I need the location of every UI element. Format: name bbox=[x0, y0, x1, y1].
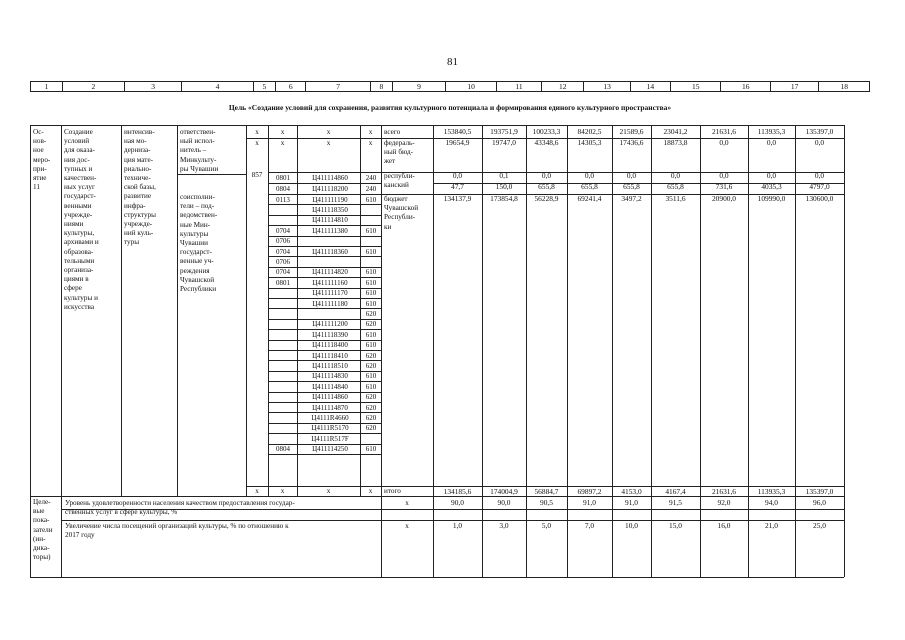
grid-line bbox=[297, 125, 298, 496]
budget-code-row: 610 bbox=[365, 226, 377, 235]
x-mark: х bbox=[280, 487, 285, 495]
budget-code-row: 0804 bbox=[276, 445, 290, 454]
funding-value: 56228,9 bbox=[534, 194, 559, 203]
funding-value: 655,8 bbox=[581, 182, 598, 191]
budget-code-row: 0706 bbox=[276, 237, 290, 246]
indicator-name: Увеличение числа посещений организаций культуры, % по отношению к 2017 году bbox=[65, 522, 289, 540]
funding-value: 20900,0 bbox=[711, 194, 737, 203]
grid-line bbox=[748, 496, 749, 577]
header-col-7: 7 bbox=[306, 82, 371, 92]
budget-code-row: Ц411118510 bbox=[312, 361, 348, 370]
header-col-11: 11 bbox=[496, 82, 541, 92]
x-mark: х bbox=[255, 139, 259, 147]
header-col-15: 15 bbox=[670, 82, 721, 92]
total-value: 4153,0 bbox=[621, 487, 642, 496]
indicator-value: 90,0 bbox=[451, 498, 464, 507]
budget-code-row: Ц411114250 bbox=[312, 445, 348, 454]
header-col-10: 10 bbox=[446, 82, 497, 92]
grid-line bbox=[381, 172, 844, 173]
grid-line bbox=[700, 496, 701, 577]
grid-line bbox=[30, 577, 844, 578]
budget-code-row: 610 bbox=[365, 268, 377, 277]
header-col-5: 5 bbox=[253, 82, 276, 92]
grid-line bbox=[844, 125, 845, 496]
grid-line bbox=[482, 125, 483, 496]
budget-code-row: Ц411118200 bbox=[312, 184, 348, 193]
budget-code-row: Ц411114840 bbox=[312, 382, 348, 391]
funding-source: республи- канский bbox=[384, 172, 415, 190]
page-number: 81 bbox=[447, 56, 458, 68]
total-value: 69897,2 bbox=[577, 487, 602, 496]
budget-code-row: Ц411114860 bbox=[312, 173, 348, 182]
x-mark: х bbox=[280, 139, 285, 147]
funding-value: 19747,0 bbox=[491, 138, 517, 147]
funding-value: 193751,9 bbox=[490, 127, 518, 136]
funding-value: 0,0 bbox=[541, 171, 552, 180]
indicator-value: 96,0 bbox=[813, 498, 826, 507]
funding-value: 21589,6 bbox=[619, 127, 644, 136]
budget-code-row: Ц411114810 bbox=[312, 216, 348, 225]
funding-value: 43348,6 bbox=[534, 138, 559, 147]
responsible-executor: ответствен- ный испол- нитель – Минкульту- ры Чувашии bbox=[180, 128, 219, 173]
budget-code-row: 610 bbox=[365, 341, 377, 350]
funding-value: 18873,8 bbox=[663, 138, 688, 147]
grid-line bbox=[651, 496, 652, 577]
budget-code-row: Ц411111160 bbox=[312, 278, 348, 287]
funding-value: 0,0 bbox=[766, 171, 777, 180]
funding-value: 153840,5 bbox=[443, 127, 472, 136]
measure-task: интенсив- ная мо- дерниза- ция мате- риально- техниче- ской базы, развитие инфра- структуры учрежде- ний куль- туры bbox=[124, 128, 156, 247]
header-col-6: 6 bbox=[276, 82, 306, 92]
funding-value: 0,0 bbox=[766, 138, 777, 147]
budget-code-row: 610 bbox=[365, 382, 377, 391]
budget-code-row: Ц411118390 bbox=[312, 330, 348, 339]
total-value: 134185,6 bbox=[443, 487, 472, 496]
x-mark: х bbox=[255, 128, 259, 136]
header-col-8: 8 bbox=[371, 82, 393, 92]
total-value: 135397,0 bbox=[805, 487, 834, 496]
indicator-value: 7,0 bbox=[584, 521, 595, 530]
indicator-value: 90,5 bbox=[540, 498, 553, 507]
budget-code-row: Ц411118400 bbox=[312, 341, 348, 350]
indicator-value: 90,0 bbox=[497, 498, 511, 507]
header-col-9: 9 bbox=[392, 82, 446, 92]
grid-line bbox=[381, 496, 382, 577]
header-col-13: 13 bbox=[584, 82, 630, 92]
indicator-value: 92,0 bbox=[717, 498, 731, 507]
funding-value: 3497,2 bbox=[621, 194, 642, 203]
budget-code-row: 0706 bbox=[276, 257, 290, 266]
indicator-value: 5,0 bbox=[541, 521, 552, 530]
budget-code-row: 0804 bbox=[276, 184, 290, 193]
funding-value: 23041,2 bbox=[663, 127, 688, 136]
budget-code-row: 620 bbox=[365, 393, 377, 402]
column-number-header bbox=[30, 81, 870, 92]
indicator-value: 91,0 bbox=[625, 498, 638, 507]
indicator-value: 3,0 bbox=[499, 521, 509, 530]
budget-code-row: 620 bbox=[365, 424, 377, 433]
total-value: 56884,7 bbox=[534, 487, 559, 496]
grid-line bbox=[567, 125, 568, 496]
funding-value: 14305,3 bbox=[577, 138, 602, 147]
co-executors: соисполни- тели – под- ведомствен- ные Мин- культуры Чувашии государст- венные уч- реждения Чувашской Республики bbox=[180, 193, 218, 294]
indicator-value: 15,0 bbox=[669, 521, 682, 530]
indicator-value: 1,0 bbox=[452, 521, 463, 530]
grid-line bbox=[651, 125, 652, 496]
funding-source: бюджет Чувашской Республи- ки bbox=[384, 195, 419, 231]
header-col-16: 16 bbox=[721, 82, 770, 92]
x-mark: х bbox=[368, 487, 373, 495]
budget-code-row: 0704 bbox=[276, 226, 290, 235]
x-mark: х bbox=[326, 139, 331, 147]
budget-code-row: Ц411118350 bbox=[312, 205, 348, 214]
header-col-14: 14 bbox=[630, 82, 670, 92]
budget-code-row: 240 bbox=[365, 184, 377, 193]
funding-value: 135397,0 bbox=[805, 127, 834, 136]
funding-value: 0,0 bbox=[719, 171, 729, 180]
grid-line bbox=[433, 183, 844, 184]
grid-line bbox=[268, 125, 269, 496]
budget-code-row: Ц411114870 bbox=[312, 403, 348, 412]
header-col-18: 18 bbox=[819, 82, 870, 92]
funding-value: 84202,5 bbox=[577, 127, 602, 136]
budget-code-row: 610 bbox=[365, 330, 377, 339]
funding-value: 655,8 bbox=[667, 182, 684, 191]
grid-line bbox=[795, 125, 796, 496]
measure-name: Создание условий для оказа- ния дос- тупных и качествен- ных услуг государст- венными учрежде- ниями культуры, архивами и образова- тельными организа- циями в сфере культуры и искусства bbox=[64, 128, 99, 311]
total-value: 174004,9 bbox=[490, 487, 518, 496]
budget-code-row: Ц411114820 bbox=[312, 268, 348, 277]
grid-line bbox=[433, 125, 434, 496]
measure-grbs: 857 bbox=[251, 171, 263, 179]
funding-value: 0,0 bbox=[452, 171, 463, 180]
budget-code-row: 620 bbox=[365, 309, 377, 318]
funding-value: 0,0 bbox=[670, 171, 681, 180]
grid-line bbox=[381, 194, 844, 195]
header-col-1: 1 bbox=[31, 82, 63, 92]
x-mark: х bbox=[405, 499, 409, 507]
funding-value: 130600,0 bbox=[805, 194, 834, 203]
indicator-name: Уровень удовлетворенности населения качеством предоставления государ- ственных услуг в сфере культуры, % bbox=[65, 499, 295, 517]
total-value: 4167,4 bbox=[665, 487, 686, 496]
indicator-value: 21,0 bbox=[765, 521, 778, 530]
funding-value: 4035,3 bbox=[761, 182, 782, 191]
funding-source: всего bbox=[384, 128, 401, 136]
grid-line bbox=[612, 496, 613, 577]
grid-line bbox=[30, 496, 31, 577]
indicator-value: 16,0 bbox=[717, 521, 731, 530]
x-mark: х bbox=[280, 128, 285, 136]
header-col-3: 3 bbox=[124, 82, 182, 92]
funding-value: 3511,6 bbox=[665, 194, 686, 203]
funding-value: 0,0 bbox=[584, 171, 595, 180]
grid-line bbox=[30, 125, 844, 126]
grid-line bbox=[177, 174, 246, 175]
header-col-12: 12 bbox=[542, 82, 584, 92]
budget-code-row: Ц411111180 bbox=[312, 299, 348, 308]
grid-line bbox=[700, 125, 701, 496]
funding-value: 109990,0 bbox=[757, 194, 786, 203]
x-mark: х bbox=[405, 522, 409, 530]
grid-line bbox=[795, 496, 796, 577]
grid-line bbox=[268, 454, 381, 455]
funding-value: 0,0 bbox=[814, 138, 825, 147]
budget-code-row: 620 bbox=[365, 403, 377, 412]
budget-code-row: Ц411114860 bbox=[312, 393, 348, 402]
budget-code-row: 0704 bbox=[276, 268, 290, 277]
x-mark: х bbox=[368, 139, 373, 147]
budget-code-row: 620 bbox=[365, 361, 377, 370]
budget-code-row: 620 bbox=[365, 351, 377, 360]
grid-line bbox=[121, 125, 122, 496]
budget-code-row: 620 bbox=[365, 320, 377, 329]
budget-code-row: 620 bbox=[365, 413, 377, 422]
grid-line bbox=[748, 125, 749, 496]
grid-line bbox=[567, 496, 568, 577]
grid-line bbox=[61, 496, 62, 577]
goal-title: Цель «Создание условий для сохранения, развития культурного потенциала и формирования единого культурного пространства» bbox=[228, 103, 672, 112]
budget-code-row: 610 bbox=[365, 195, 377, 204]
total-value: 21631,6 bbox=[711, 487, 737, 496]
funding-value: 655,8 bbox=[623, 182, 640, 191]
budget-code-row: Ц4111R5170 bbox=[311, 424, 349, 433]
grid-line bbox=[61, 125, 62, 496]
budget-code-row: Ц411114830 bbox=[312, 372, 348, 381]
grid-line bbox=[177, 125, 178, 496]
funding-value: 0,0 bbox=[814, 171, 825, 180]
indicator-value: 10,0 bbox=[625, 521, 638, 530]
measure-number: Ос- нов- ное меро- при- ятие 11 bbox=[33, 128, 51, 192]
budget-code-row: Ц411111170 bbox=[312, 289, 348, 298]
funding-value: 69241,4 bbox=[577, 194, 602, 203]
header-col-2: 2 bbox=[62, 82, 124, 92]
funding-value: 134137,9 bbox=[443, 194, 472, 203]
x-mark: х bbox=[326, 128, 331, 136]
budget-code-row: Ц4111R4660 bbox=[311, 413, 349, 422]
grid-line bbox=[433, 496, 434, 577]
header-col-17: 17 bbox=[770, 82, 818, 92]
indicator-value: 25,0 bbox=[813, 521, 826, 530]
x-mark: х bbox=[255, 487, 259, 495]
funding-source: федераль- ный бюд- жет bbox=[384, 139, 415, 166]
grid-line bbox=[526, 496, 527, 577]
funding-value: 655,8 bbox=[538, 182, 555, 191]
budget-code-row: 0801 bbox=[276, 278, 290, 287]
x-mark: х bbox=[326, 487, 331, 495]
funding-value: 100233,3 bbox=[532, 127, 561, 136]
funding-value: 21631,6 bbox=[711, 127, 737, 136]
grid-line bbox=[30, 496, 844, 497]
grid-line bbox=[612, 125, 613, 496]
budget-code-row: 610 bbox=[365, 278, 377, 287]
total-label: итого bbox=[384, 487, 401, 495]
budget-code-row: 610 bbox=[365, 299, 377, 308]
total-value: 113935,3 bbox=[757, 487, 786, 496]
grid-line bbox=[381, 125, 382, 496]
budget-code-row: Ц411118410 bbox=[312, 351, 348, 360]
grid-line bbox=[482, 496, 483, 577]
funding-value: 4797,0 bbox=[809, 182, 830, 191]
grid-line bbox=[246, 138, 381, 139]
indicator-value: 91,5 bbox=[669, 498, 682, 507]
budget-code-row: 0801 bbox=[276, 173, 290, 182]
budget-code-row: 610 bbox=[365, 445, 377, 454]
budget-code-row: 610 bbox=[365, 289, 377, 298]
funding-value: 0,1 bbox=[499, 171, 509, 180]
grid-line bbox=[246, 125, 247, 496]
indicators-label: Целе- вые пока- затели (ин- дика- торы) bbox=[33, 498, 53, 562]
header-row bbox=[31, 82, 870, 92]
budget-code-row: Ц411111200 bbox=[312, 320, 348, 329]
budget-code-row: Ц411118360 bbox=[312, 247, 348, 256]
funding-value: 47,7 bbox=[451, 182, 464, 191]
indicator-value: 91,0 bbox=[583, 498, 596, 507]
funding-value: 150,0 bbox=[495, 182, 513, 191]
header-col-4: 4 bbox=[182, 82, 253, 92]
budget-code-row: 0113 bbox=[276, 195, 290, 204]
funding-value: 173854,8 bbox=[490, 194, 518, 203]
funding-value: 19654,9 bbox=[445, 138, 470, 147]
budget-code-row: 610 bbox=[365, 247, 377, 256]
budget-code-row: 240 bbox=[365, 173, 377, 182]
budget-code-row: Ц411111380 bbox=[312, 226, 348, 235]
budget-code-row: 0704 bbox=[276, 247, 290, 256]
budget-code-row: Ц4111R517F bbox=[311, 434, 349, 443]
grid-line bbox=[526, 125, 527, 496]
funding-value: 113935,3 bbox=[757, 127, 786, 136]
grid-line bbox=[30, 125, 31, 496]
indicator-value: 94,0 bbox=[765, 498, 778, 507]
grid-line bbox=[844, 496, 845, 577]
funding-value: 731,6 bbox=[715, 182, 733, 191]
funding-value: 0,0 bbox=[626, 171, 637, 180]
funding-value: 0,0 bbox=[719, 138, 729, 147]
budget-code-row: Ц411111190 bbox=[312, 195, 348, 204]
x-mark: х bbox=[368, 128, 373, 136]
budget-code-row: 610 bbox=[365, 372, 377, 381]
funding-value: 17436,6 bbox=[619, 138, 644, 147]
